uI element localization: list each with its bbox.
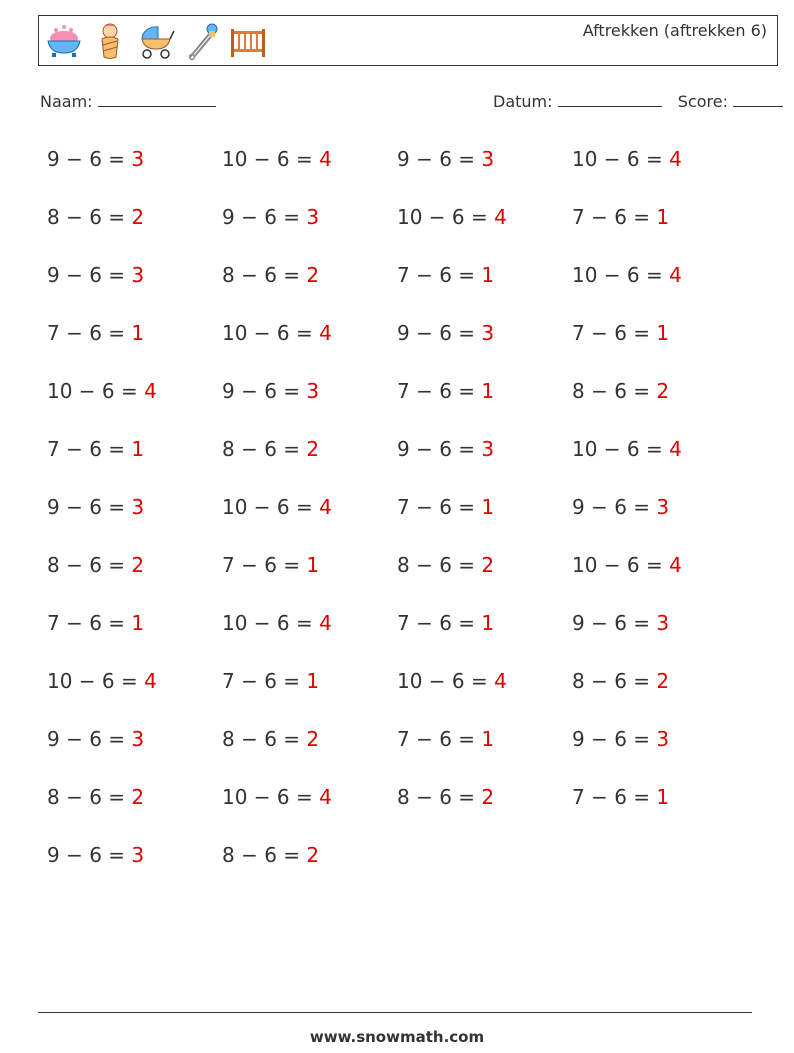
problem-answer: 2 xyxy=(481,785,495,809)
problem-question: 8 − 6 = xyxy=(222,263,307,287)
problem-answer: 4 xyxy=(319,321,332,345)
problem-item xyxy=(222,495,332,519)
date-blank[interactable] xyxy=(558,92,662,107)
problem-question: 9 − 6 = xyxy=(222,205,307,229)
problem-question: 7 − 6 = xyxy=(47,437,132,461)
problem-answer: 3 xyxy=(131,263,145,287)
problem-question: 10 − 6 = xyxy=(222,785,320,809)
problem-item xyxy=(397,147,494,171)
problem-item xyxy=(47,263,144,287)
name-label: Naam: xyxy=(40,92,93,111)
footer-divider xyxy=(38,1012,752,1013)
problem-question: 10 − 6 = xyxy=(222,495,320,519)
problem-item xyxy=(47,727,144,751)
problem-question: 7 − 6 = xyxy=(397,263,482,287)
problem-item xyxy=(222,727,319,751)
problem-item xyxy=(47,321,144,345)
problem-answer: 1 xyxy=(481,379,495,403)
worksheet-header xyxy=(38,15,778,66)
problem-answer: 4 xyxy=(319,147,332,171)
problem-answer: 2 xyxy=(306,727,320,751)
problem-answer: 3 xyxy=(131,843,145,867)
problem-item xyxy=(222,379,319,403)
problem-item xyxy=(572,495,669,519)
problem-answer: 4 xyxy=(669,263,682,287)
footer-url[interactable]: www.snowmath.com xyxy=(309,1028,485,1046)
problem-question: 9 − 6 = xyxy=(222,379,307,403)
problem-item xyxy=(397,379,494,403)
problem-question: 8 − 6 = xyxy=(47,205,132,229)
problem-question: 8 − 6 = xyxy=(397,553,482,577)
header-icons xyxy=(44,20,268,62)
problem-question: 9 − 6 = xyxy=(572,611,657,635)
problem-answer: 1 xyxy=(306,553,320,577)
problem-answer: 2 xyxy=(131,205,145,229)
date-score-fields xyxy=(493,92,783,111)
problem-item xyxy=(47,553,144,577)
problem-item xyxy=(222,205,319,229)
problem-item xyxy=(572,321,669,345)
problem-answer: 2 xyxy=(656,669,670,693)
problem-question: 8 − 6 = xyxy=(47,553,132,577)
problem-item xyxy=(222,669,319,693)
problem-item xyxy=(47,205,144,229)
date-label: Datum: xyxy=(493,92,553,111)
problem-item xyxy=(572,553,682,577)
problem-item xyxy=(397,611,494,635)
problem-question: 7 − 6 = xyxy=(47,611,132,635)
problem-item xyxy=(572,437,682,461)
swaddled-baby-icon xyxy=(90,21,130,61)
problem-answer: 1 xyxy=(656,321,670,345)
problem-answer: 1 xyxy=(131,611,145,635)
problem-question: 8 − 6 = xyxy=(47,785,132,809)
problem-question: 10 − 6 = xyxy=(222,147,320,171)
problem-question: 9 − 6 = xyxy=(47,727,132,751)
problem-question: 10 − 6 = xyxy=(47,379,145,403)
problem-question: 7 − 6 = xyxy=(572,321,657,345)
problem-answer: 3 xyxy=(656,495,670,519)
problem-answer: 4 xyxy=(144,669,157,693)
baby-bath-icon xyxy=(44,21,84,61)
problem-item xyxy=(397,495,494,519)
problem-question: 9 − 6 = xyxy=(47,263,132,287)
problem-item xyxy=(222,785,332,809)
problem-item xyxy=(222,611,332,635)
problem-item xyxy=(397,669,507,693)
problem-item xyxy=(47,611,144,635)
problem-item xyxy=(572,263,682,287)
problem-question: 7 − 6 = xyxy=(47,321,132,345)
problem-question: 7 − 6 = xyxy=(397,727,482,751)
problem-answer: 3 xyxy=(306,379,320,403)
problem-item xyxy=(222,843,319,867)
problem-question: 10 − 6 = xyxy=(222,321,320,345)
problem-answer: 4 xyxy=(319,785,332,809)
problem-answer: 4 xyxy=(669,147,682,171)
problem-answer: 3 xyxy=(481,147,495,171)
problem-question: 7 − 6 = xyxy=(397,611,482,635)
problem-question: 8 − 6 = xyxy=(222,843,307,867)
problem-item xyxy=(397,205,507,229)
problem-item xyxy=(397,785,494,809)
problem-item xyxy=(222,321,332,345)
problem-item xyxy=(47,785,144,809)
problem-question: 9 − 6 = xyxy=(397,321,482,345)
problem-item xyxy=(47,437,144,461)
problem-answer: 3 xyxy=(131,495,145,519)
problem-question: 7 − 6 = xyxy=(222,553,307,577)
problem-answer: 1 xyxy=(656,785,670,809)
problem-item xyxy=(222,263,319,287)
problem-question: 9 − 6 = xyxy=(47,843,132,867)
problem-answer: 3 xyxy=(131,147,145,171)
problem-question: 9 − 6 = xyxy=(397,147,482,171)
problem-answer: 3 xyxy=(481,321,495,345)
problem-answer: 4 xyxy=(669,553,682,577)
problem-question: 10 − 6 = xyxy=(222,611,320,635)
score-blank[interactable] xyxy=(733,92,783,107)
score-label: Score: xyxy=(677,92,728,111)
problem-answer: 3 xyxy=(131,727,145,751)
problem-question: 8 − 6 = xyxy=(572,379,657,403)
problem-answer: 2 xyxy=(481,553,495,577)
problem-answer: 4 xyxy=(144,379,157,403)
problem-item xyxy=(572,147,682,171)
problem-question: 10 − 6 = xyxy=(572,553,670,577)
problem-question: 9 − 6 = xyxy=(47,495,132,519)
problem-question: 10 − 6 = xyxy=(572,263,670,287)
problem-question: 9 − 6 = xyxy=(572,495,657,519)
problem-answer: 3 xyxy=(656,727,670,751)
problem-answer: 1 xyxy=(656,205,670,229)
problem-item xyxy=(47,495,144,519)
baby-stroller-icon xyxy=(136,21,176,61)
safety-pin-icon xyxy=(182,21,222,61)
problem-answer: 2 xyxy=(306,263,320,287)
problem-question: 8 − 6 = xyxy=(397,785,482,809)
problem-item xyxy=(397,263,494,287)
problem-answer: 4 xyxy=(494,669,507,693)
problem-item xyxy=(397,437,494,461)
name-blank[interactable] xyxy=(98,92,216,107)
page-title: Aftrekken (aftrekken 6) xyxy=(582,21,767,40)
problem-item xyxy=(397,321,494,345)
problem-answer: 3 xyxy=(656,611,670,635)
problem-item xyxy=(47,147,144,171)
problem-item xyxy=(47,669,157,693)
problem-question: 7 − 6 = xyxy=(397,379,482,403)
problem-answer: 2 xyxy=(306,437,320,461)
problem-question: 7 − 6 = xyxy=(572,205,657,229)
problem-item xyxy=(397,553,494,577)
problem-answer: 1 xyxy=(131,321,145,345)
problem-answer: 1 xyxy=(481,495,495,519)
problem-question: 9 − 6 = xyxy=(572,727,657,751)
problem-item xyxy=(222,553,319,577)
problem-item xyxy=(572,669,669,693)
problem-item xyxy=(572,611,669,635)
problem-question: 10 − 6 = xyxy=(47,669,145,693)
problem-question: 10 − 6 = xyxy=(397,669,495,693)
problem-item xyxy=(47,843,144,867)
problem-answer: 1 xyxy=(306,669,320,693)
problem-question: 9 − 6 = xyxy=(397,437,482,461)
problem-answer: 2 xyxy=(656,379,670,403)
problem-item xyxy=(572,379,669,403)
problem-item xyxy=(397,727,494,751)
problem-answer: 3 xyxy=(481,437,495,461)
problem-answer: 1 xyxy=(481,727,495,751)
problem-item xyxy=(572,727,669,751)
problem-answer: 4 xyxy=(669,437,682,461)
problem-answer: 1 xyxy=(481,263,495,287)
problem-item xyxy=(572,205,669,229)
problem-question: 8 − 6 = xyxy=(572,669,657,693)
problem-answer: 1 xyxy=(481,611,495,635)
problem-answer: 4 xyxy=(319,611,332,635)
problem-question: 8 − 6 = xyxy=(222,437,307,461)
problem-item xyxy=(572,785,669,809)
problem-question: 7 − 6 = xyxy=(397,495,482,519)
problem-item xyxy=(47,379,157,403)
problem-question: 8 − 6 = xyxy=(222,727,307,751)
problem-question: 7 − 6 = xyxy=(222,669,307,693)
problem-answer: 2 xyxy=(306,843,320,867)
problem-answer: 4 xyxy=(494,205,507,229)
problem-item xyxy=(222,437,319,461)
problem-question: 10 − 6 = xyxy=(397,205,495,229)
problem-question: 10 − 6 = xyxy=(572,147,670,171)
problem-answer: 2 xyxy=(131,553,145,577)
problem-answer: 1 xyxy=(131,437,145,461)
problem-answer: 4 xyxy=(319,495,332,519)
problem-question: 9 − 6 = xyxy=(47,147,132,171)
name-field[interactable] xyxy=(40,92,216,111)
problem-item xyxy=(222,147,332,171)
baby-crib-icon xyxy=(228,21,268,61)
problem-answer: 2 xyxy=(131,785,145,809)
problem-question: 7 − 6 = xyxy=(572,785,657,809)
problem-answer: 3 xyxy=(306,205,320,229)
problem-question: 10 − 6 = xyxy=(572,437,670,461)
